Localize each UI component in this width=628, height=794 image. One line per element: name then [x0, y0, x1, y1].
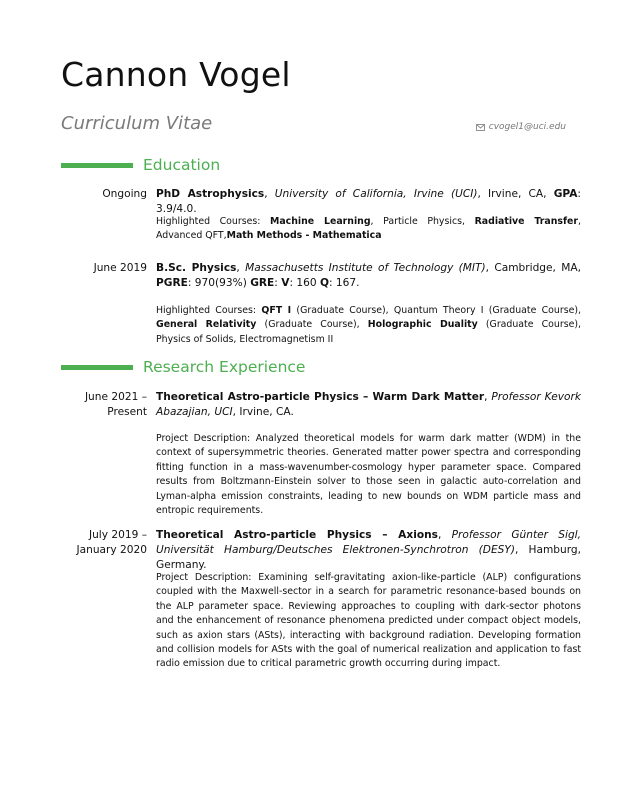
entry-date: July 2019 – January 2020	[76, 529, 147, 556]
document-subtitle: Curriculum Vitae	[61, 113, 213, 134]
candidate-name: Cannon Vogel	[61, 55, 291, 94]
project-title: Theoretical Astro-particle Physics – Warm Dark Matter	[156, 391, 485, 403]
education-heading	[61, 158, 220, 174]
section-accent-bar	[61, 365, 133, 370]
highlighted-courses: Highlighted Courses: QFT I (Graduate Course), Quantum Theory I (Graduate Course), General Relativity (Graduate Course), Holographic Duality (Graduate Course), Physics of Solids, Electromagnetism II	[156, 305, 582, 345]
degree: B.Sc. Physics	[156, 262, 237, 274]
section-title: Education	[143, 156, 221, 174]
entry-date: Ongoing	[102, 188, 147, 200]
degree: PhD Astrophysics	[156, 188, 265, 200]
entry-heading: PhD Astrophysics, University of California, Irvine (UCI), Irvine, CA, GPA: 3.9/4.0.	[156, 188, 581, 215]
project-description: Project Description: Examining self-gravitating axion-like-particle (ALP) configurations coupled with the Maxwell-sector in a search for parametric resonance-based bounds on the ALP parameter space. Reviewing approaches to coupling with dark-sector photons and the enhancement of resonance phenomena predicted under compact object models, such as axion stars (ASts), interacting with background radiation. Developing formation and collision models for ASts with the goal of numerical realization and application to fast radio emission due to critical parametric growth occurring during impact.	[156, 572, 581, 670]
section-accent-bar	[61, 163, 133, 168]
entry-date: June 2019	[93, 262, 147, 274]
entry-date: June 2021 – Present	[84, 391, 147, 418]
gpa-label: GPA	[553, 188, 578, 200]
project-title: Theoretical Astro-particle Physics – Axions	[156, 529, 438, 541]
institution: University of California, Irvine (UCI)	[274, 188, 478, 200]
institution: Massachusetts Institute of Technology (MIT)	[245, 262, 486, 274]
envelope-icon	[476, 124, 485, 131]
entry-heading: B.Sc. Physics, Massachusetts Institute of Technology (MIT), Cambridge, MA, PGRE: 970(93%) GRE: V: 160 Q: 167.	[156, 262, 581, 289]
gre-label: GRE	[250, 277, 275, 289]
gpa-value: : 3.9/4.0.	[156, 188, 581, 215]
advisor: Professor Kevork Abazajian, UCI	[156, 391, 581, 418]
entry-heading: Theoretical Astro-particle Physics – Warm Dark Matter, Professor Kevork Abazajian, UCI, Irvine, CA.	[156, 391, 581, 418]
email-text[interactable]: cvogel1@uci.edu	[488, 122, 566, 132]
section-title: Research Experience	[143, 358, 306, 376]
email-contact[interactable]	[476, 122, 566, 132]
pgre-label: PGRE	[156, 277, 188, 289]
advisor: Professor Günter Sigl, Universität Hamburg/Deutsches Elektronen-Synchrotron (DESY)	[156, 529, 581, 556]
highlighted-courses: Highlighted Courses: Machine Learning, Particle Physics, Radiative Transfer, Advanced QFT,Math Methods - Mathematica	[156, 216, 581, 242]
entry-heading: Theoretical Astro-particle Physics – Axions, Professor Günter Sigl, Universität Hamburg/Deutsches Elektronen-Synchrotron (DESY), Hamburg, Germany.	[156, 529, 581, 571]
project-description: Project Description: Analyzed theoretical models for warm dark matter (WDM) in the context of supersymmetric theories. Generated matter power spectra and corresponding fitting function in a mass-wavenumber-cosmology hyper parameter space. Compared results from Boltzmann-Einstein solver to those seen in galactic auto-correlation and Lyman-alpha emission constraints, leading to new bounds on WDM particle mass and entropic requirements.	[156, 433, 581, 517]
research-heading	[61, 360, 305, 376]
